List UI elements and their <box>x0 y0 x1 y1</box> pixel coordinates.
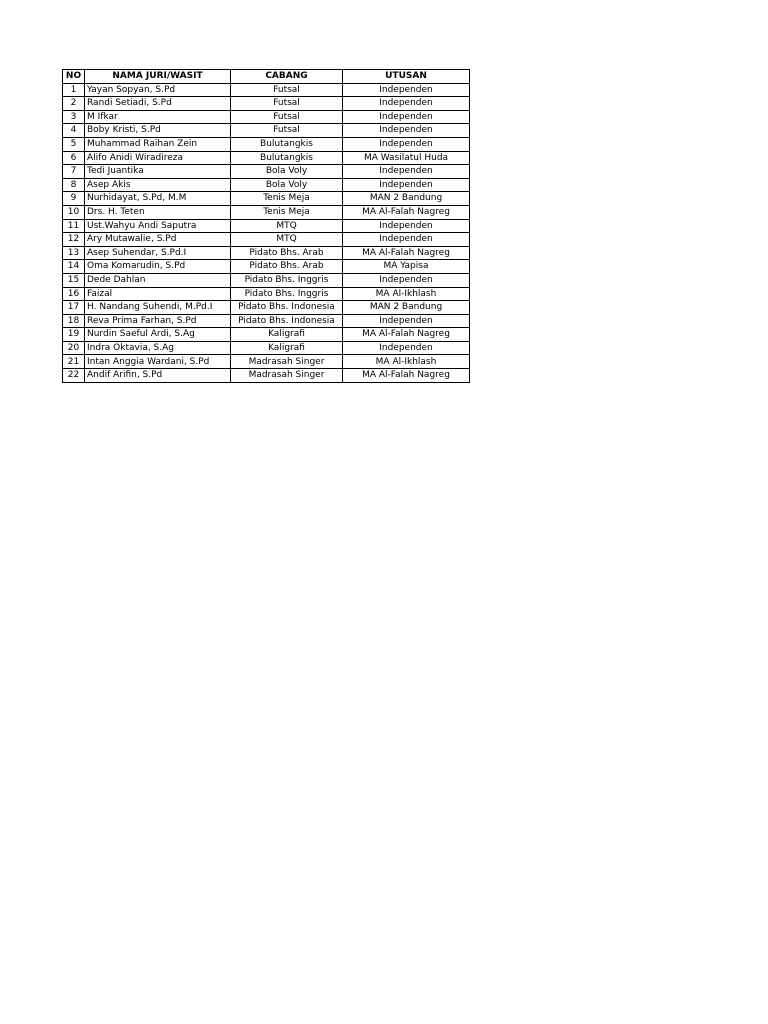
table-row <box>63 341 470 355</box>
cell-no: 20 <box>63 341 85 355</box>
cell-no: 12 <box>63 233 85 247</box>
table-header-row <box>63 70 470 84</box>
cell-utusan: MAN 2 Bandung <box>343 301 470 315</box>
cell-cabang: Pidato Bhs. Indonesia <box>231 301 343 315</box>
cell-utusan: Independen <box>343 83 470 97</box>
cell-nama: Ust.Wahyu Andi Saputra <box>85 219 231 233</box>
cell-utusan: MAN 2 Bandung <box>343 192 470 206</box>
cell-no: 21 <box>63 355 85 369</box>
cell-cabang: Bulutangkis <box>231 137 343 151</box>
table-row <box>63 301 470 315</box>
cell-utusan: MA Al-Falah Nagreg <box>343 328 470 342</box>
cell-nama: Reva Prima Farhan, S.Pd <box>85 314 231 328</box>
cell-cabang: Pidato Bhs. Inggris <box>231 273 343 287</box>
cell-cabang: Madrasah Singer <box>231 355 343 369</box>
table-row <box>63 165 470 179</box>
table-row <box>63 273 470 287</box>
table-row <box>63 178 470 192</box>
cell-nama: Alifo Anidi Wiradireza <box>85 151 231 165</box>
cell-cabang: Futsal <box>231 124 343 138</box>
cell-cabang: Tenis Meja <box>231 205 343 219</box>
cell-nama: Intan Anggia Wardani, S.Pd <box>85 355 231 369</box>
table-row <box>63 110 470 124</box>
table-row <box>63 192 470 206</box>
cell-no: 6 <box>63 151 85 165</box>
cell-utusan: Independen <box>343 273 470 287</box>
cell-no: 18 <box>63 314 85 328</box>
cell-cabang: Bola Voly <box>231 165 343 179</box>
cell-nama: Andif Arifin, S.Pd <box>85 369 231 383</box>
cell-nama: Dede Dahlan <box>85 273 231 287</box>
cell-cabang: Futsal <box>231 83 343 97</box>
cell-utusan: MA Wasilatul Huda <box>343 151 470 165</box>
cell-cabang: Pidato Bhs. Arab <box>231 260 343 274</box>
cell-nama: Drs. H. Teten <box>85 205 231 219</box>
table-row <box>63 137 470 151</box>
table-row <box>63 219 470 233</box>
table-row <box>63 246 470 260</box>
cell-nama: Indra Oktavia, S.Ag <box>85 341 231 355</box>
cell-no: 17 <box>63 301 85 315</box>
cell-no: 8 <box>63 178 85 192</box>
cell-nama: Nurhidayat, S.Pd, M.M <box>85 192 231 206</box>
cell-cabang: Madrasah Singer <box>231 369 343 383</box>
table-row <box>63 369 470 383</box>
cell-utusan: Independen <box>343 314 470 328</box>
cell-nama: Yayan Sopyan, S.Pd <box>85 83 231 97</box>
cell-no: 3 <box>63 110 85 124</box>
cell-utusan: Independen <box>343 97 470 111</box>
cell-cabang: MTQ <box>231 219 343 233</box>
table-row <box>63 355 470 369</box>
cell-nama: H. Nandang Suhendi, M.Pd.I <box>85 301 231 315</box>
cell-utusan: Independen <box>343 124 470 138</box>
cell-nama: Faizal <box>85 287 231 301</box>
cell-cabang: Kaligrafi <box>231 341 343 355</box>
cell-cabang: MTQ <box>231 233 343 247</box>
cell-nama: Tedi Juantika <box>85 165 231 179</box>
table-row <box>63 328 470 342</box>
cell-no: 13 <box>63 246 85 260</box>
cell-utusan: Independen <box>343 165 470 179</box>
header-utusan: UTUSAN <box>343 70 470 84</box>
table-row <box>63 124 470 138</box>
cell-cabang: Pidato Bhs. Indonesia <box>231 314 343 328</box>
table-row <box>63 205 470 219</box>
header-cabang: CABANG <box>231 70 343 84</box>
cell-no: 4 <box>63 124 85 138</box>
cell-utusan: Independen <box>343 178 470 192</box>
cell-no: 9 <box>63 192 85 206</box>
cell-nama: Randi Setiadi, S.Pd <box>85 97 231 111</box>
cell-no: 5 <box>63 137 85 151</box>
cell-no: 16 <box>63 287 85 301</box>
cell-nama: Boby Kristi, S.Pd <box>85 124 231 138</box>
juri-wasit-table <box>62 69 470 383</box>
cell-nama: Asep Suhendar, S.Pd.I <box>85 246 231 260</box>
cell-no: 14 <box>63 260 85 274</box>
cell-utusan: Independen <box>343 137 470 151</box>
cell-nama: Ary Mutawalie, S.Pd <box>85 233 231 247</box>
cell-no: 10 <box>63 205 85 219</box>
cell-utusan: Independen <box>343 341 470 355</box>
cell-utusan: Independen <box>343 233 470 247</box>
table-row <box>63 260 470 274</box>
cell-nama: Nurdin Saeful Ardi, S.Ag <box>85 328 231 342</box>
cell-cabang: Pidato Bhs. Arab <box>231 246 343 260</box>
cell-utusan: Independen <box>343 110 470 124</box>
cell-utusan: MA Al-Ikhlash <box>343 355 470 369</box>
table-row <box>63 97 470 111</box>
table-row <box>63 287 470 301</box>
cell-utusan: MA Yapisa <box>343 260 470 274</box>
cell-cabang: Bulutangkis <box>231 151 343 165</box>
cell-utusan: MA Al-Falah Nagreg <box>343 205 470 219</box>
header-nama: NAMA JURI/WASIT <box>85 70 231 84</box>
header-no: NO <box>63 70 85 84</box>
cell-nama: M Ifkar <box>85 110 231 124</box>
cell-cabang: Kaligrafi <box>231 328 343 342</box>
cell-cabang: Tenis Meja <box>231 192 343 206</box>
cell-no: 2 <box>63 97 85 111</box>
cell-nama: Oma Komarudin, S.Pd <box>85 260 231 274</box>
table-row <box>63 233 470 247</box>
cell-utusan: MA Al-Falah Nagreg <box>343 369 470 383</box>
cell-nama: Muhammad Raihan Zein <box>85 137 231 151</box>
cell-no: 22 <box>63 369 85 383</box>
cell-cabang: Futsal <box>231 97 343 111</box>
cell-nama: Asep Akis <box>85 178 231 192</box>
cell-no: 19 <box>63 328 85 342</box>
cell-no: 11 <box>63 219 85 233</box>
cell-utusan: MA Al-Falah Nagreg <box>343 246 470 260</box>
table-row <box>63 83 470 97</box>
table-body <box>63 83 470 382</box>
cell-no: 1 <box>63 83 85 97</box>
table-row <box>63 314 470 328</box>
cell-cabang: Futsal <box>231 110 343 124</box>
cell-no: 15 <box>63 273 85 287</box>
table-row <box>63 151 470 165</box>
cell-cabang: Pidato Bhs. Inggris <box>231 287 343 301</box>
cell-cabang: Bola Voly <box>231 178 343 192</box>
cell-no: 7 <box>63 165 85 179</box>
cell-utusan: MA Al-Ikhlash <box>343 287 470 301</box>
cell-utusan: Independen <box>343 219 470 233</box>
